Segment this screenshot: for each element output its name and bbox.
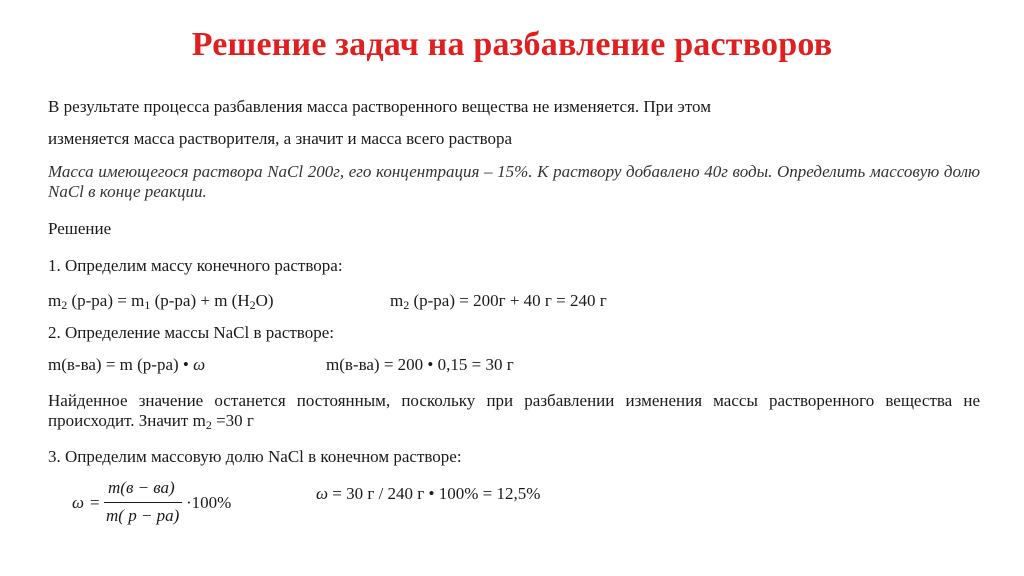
omega-symbol: ω (316, 484, 329, 503)
step3-heading: 3. Определим массовую долю NaCl в конечном растворе: (48, 447, 462, 466)
intro-line-2: изменяется масса растворителя, а значит и масса всего раствора (48, 129, 513, 148)
subscript: 2 (403, 298, 410, 312)
problem-statement: Масса имеющегося раствора NaCl 200г, его концентрация – 15%. К раствору добавлено 40г воды. Определить массовую долю NaCl в конце реакции. (48, 162, 980, 201)
eq-part: (р-ра) = 200г + 40 г = 240 г (409, 291, 607, 310)
step2-equation-right: m(в-ва) = 200 • 0,15 = 30 г (326, 355, 514, 374)
solution-label: Решение (48, 219, 112, 238)
subscript: 1 (144, 298, 151, 312)
intro-line-1: В результате процесса разбавления масса растворенного вещества не изменяется. При этом (48, 97, 711, 116)
conclusion-body: Найденное значение останется постоянным, поскольку при разбавлении изменения массы растворенного вещества не происходит. Значит m (48, 391, 980, 430)
fraction-bar (104, 502, 182, 503)
mass-fraction-formula (72, 476, 272, 532)
eq-part: m(в-ва) = m (р-ра) • (48, 355, 194, 374)
eq-part: (р-ра) + m (H (150, 291, 250, 310)
result-text: = 30 г / 240 г • 100% = 12,5% (328, 484, 541, 503)
eq-part: (р-ра) = m (67, 291, 145, 310)
omega-symbol: ω (72, 493, 85, 512)
eq-part: m (390, 291, 404, 310)
step2-heading: 2. Определение массы NaCl в растворе: (48, 323, 334, 342)
subscript: 2 (249, 298, 256, 312)
formula-numerator: m(в − ва) (108, 478, 175, 497)
page-title: Решение задач на разбавление растворов (191, 26, 833, 63)
eq-part: O) (255, 291, 274, 310)
conclusion-tail: =30 г (211, 411, 254, 430)
step2-equation-left (48, 355, 205, 375)
formula-denominator: m( р − ра) (106, 506, 180, 525)
conclusion-text (48, 391, 980, 431)
step1-equation-right (390, 291, 607, 311)
subscript: 2 (61, 298, 68, 312)
step3-result (316, 484, 540, 504)
formula-multiplier: ·100% (186, 493, 232, 512)
subscript: 2 (205, 418, 212, 432)
step1-heading: 1. Определим массу конечного раствора: (48, 256, 343, 275)
eq-part: m (48, 291, 62, 310)
equals-sign: = (90, 493, 100, 512)
omega-symbol: ω (193, 355, 206, 374)
step1-equation-left (48, 291, 274, 311)
